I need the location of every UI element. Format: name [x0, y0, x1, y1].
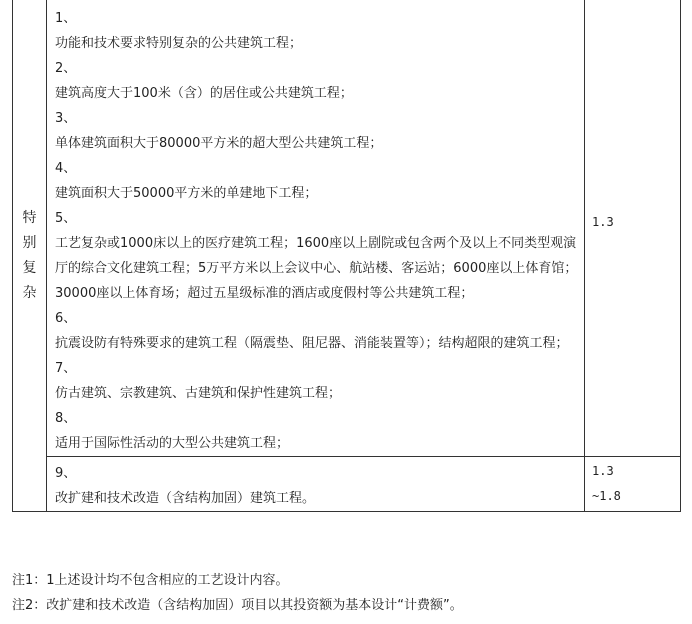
note-1: 注1：1上述设计均不包含相应的工艺设计内容。 [12, 573, 289, 588]
item-text: 适用于国际性活动的大型公共建筑工程； [55, 436, 290, 451]
item-number: 1、 [55, 11, 77, 26]
item-text: 建筑面积大于50000平方米的单建地下工程； [55, 186, 318, 201]
complexity-table [12, 0, 681, 512]
coefficient-range: ~1.8 [592, 489, 621, 503]
item-number: 6、 [55, 311, 77, 326]
list-item [55, 306, 584, 356]
item-number: 2、 [55, 61, 77, 76]
item-text: 工艺复杂或1000床以上的医疗建筑工程；1600座以上剧院或包含两个及以上不同类型观演厅的综合文化建筑工程；5万平方米以上会议中心、航站楼、客运站；6000座以上体育馆；30000座以上体育场；超过五星级标准的酒店或度假村等公共建筑工程； [55, 236, 578, 301]
items-cell [47, 457, 585, 512]
coefficient-value: 1.3 [592, 464, 614, 478]
items-cell [47, 0, 585, 457]
list-item [55, 56, 584, 106]
list-item [55, 206, 584, 306]
list-item [55, 356, 584, 406]
category-label: 特 别 复 杂 [22, 209, 37, 301]
item-number: 3、 [55, 111, 77, 126]
item-number: 4、 [55, 161, 77, 176]
item-number: 9、 [55, 466, 77, 481]
item-text: 建筑高度大于100米（含）的居住或公共建筑工程； [55, 86, 353, 101]
item-number: 5、 [55, 211, 77, 226]
item-number: 7、 [55, 361, 77, 376]
list-item [55, 106, 584, 156]
list-item [55, 6, 584, 56]
item-text: 改扩建和技术改造（含结构加固）建筑工程。 [55, 491, 316, 506]
table-row [13, 457, 681, 512]
item-text: 抗震设防有特殊要求的建筑工程（隔震垫、阻尼器、消能装置等）；结构超限的建筑工程； [55, 336, 569, 351]
category-cell [13, 0, 47, 512]
item-text: 仿古建筑、宗教建筑、古建筑和保护性建筑工程； [55, 386, 342, 401]
list-item [55, 406, 584, 456]
notes [12, 568, 463, 618]
table-row [13, 0, 681, 457]
coefficient-value: 1.3 [592, 214, 614, 229]
note-2: 注2：改扩建和技术改造（含结构加固）项目以其投资额为基本设计“计费额”。 [12, 598, 463, 613]
list-item [55, 461, 584, 511]
item-text: 功能和技术要求特别复杂的公共建筑工程； [55, 36, 303, 51]
item-number: 8、 [55, 411, 77, 426]
list-item [55, 156, 584, 206]
coefficient-cell [585, 0, 681, 457]
item-text: 单体建筑面积大于80000平方米的超大型公共建筑工程； [55, 136, 383, 151]
coefficient-cell [585, 457, 681, 512]
